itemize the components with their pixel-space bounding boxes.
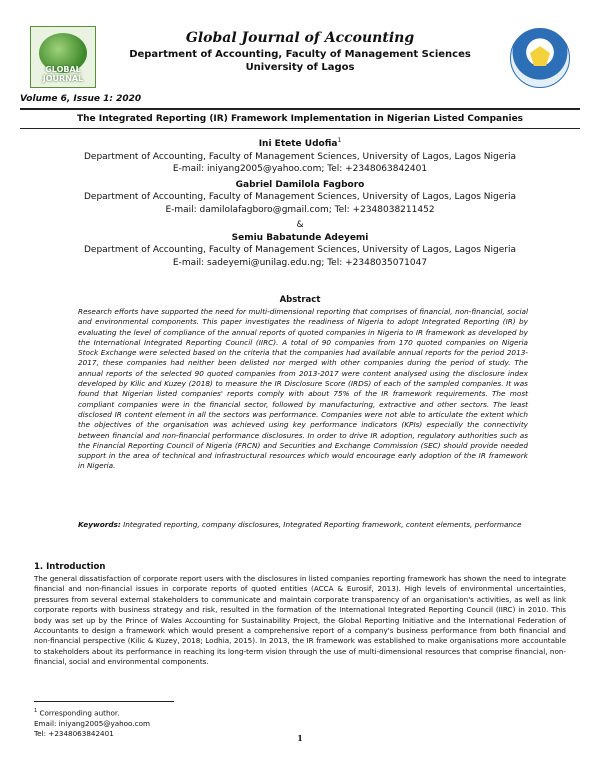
footnote-mark: 1	[337, 137, 342, 144]
header-divider	[20, 108, 580, 110]
footnote-line: $^1$ Corresponding author.	[34, 708, 120, 718]
university-name: University of Lagos	[245, 62, 355, 73]
section-heading: 1. Introduction	[34, 562, 106, 572]
author-affiliation: Department of Accounting, Faculty of Management Sciences, University of Lagos, Lagos Nigeria	[83, 151, 516, 162]
university-crest-logo	[510, 28, 570, 88]
keywords	[78, 520, 528, 530]
author-name: Gabriel Damilola Fagboro	[235, 179, 365, 190]
title-divider	[20, 128, 580, 129]
journal-logo-text: GLOBAL JOURNAL	[42, 65, 84, 83]
journal-masthead	[110, 30, 490, 74]
journal-logo	[30, 26, 96, 88]
abstract-heading: Abstract	[279, 295, 321, 305]
page-number: 1	[297, 733, 303, 743]
author-affiliation: Department of Accounting, Faculty of Management Sciences, University of Lagos, Lagos Nigeria	[83, 245, 516, 255]
author-contact: E-mail: iniyang2005@yahoo.com; Tel: +2348063842401	[172, 164, 428, 174]
crest-icon	[530, 46, 550, 66]
volume-issue: Volume 6, Issue 1: 2020	[20, 94, 142, 104]
author-name: Ini Etete Udofia$^1$	[258, 137, 342, 149]
department-name: Department of Accounting, Faculty of Management Sciences	[129, 49, 471, 60]
author-affiliation: Department of Accounting, Faculty of Management Sciences, University of Lagos, Lagos Nigeria	[83, 192, 516, 202]
footnote-divider	[34, 701, 174, 702]
author-contact: E-mail: sadeyemi@unilag.edu.ng; Tel: +2348035071047	[172, 257, 428, 268]
author-name: Semiu Babatunde Adeyemi	[231, 232, 369, 243]
journal-title: Global Journal of Accounting	[185, 30, 415, 46]
author-contact: E-mail: damilolafagboro@gmail.com; Tel: +2348038211452	[165, 204, 435, 215]
author-separator: &	[296, 220, 304, 230]
article-title: The Integrated Reporting (IR) Framework Implementation in Nigerian Listed Companies	[76, 114, 524, 124]
author-block	[20, 135, 580, 269]
section-paragraph: The general dissatisfaction of corporate report users with the disclosures in listed companies reporting framework has shown the need to integrate financial and non-financial issues in corporate reports of quoted entities (ACCA & Eurosif, 2013). High levels of environmental uncertainties, pressures from several external stakeholders to communicate and maintain corporate transparency of an organisation's activities, as well as link corporate reports with business strategy and risk, resulted in the formation of the International Integrated Reporting Council (IIRC) in 2010. This body was set up by the Prince of Wales Accounting for Sustainability Project, the Global Reporting Initiative and the International Federation of Accountants to design a framework which would present a comprehensive report of a company's business performance from both financial and non-financial perspective (Kilic & Kuzey, 2018; Lodhia, 2015). In 2013, the IR framework was established to make organisations more accountable to stakeholders about its performance in reaching its long-term vision through the use of multi-dimensional resources that comprise financial, non-financial, social and environmental components.	[34, 574, 566, 667]
keywords-label: Keywords:	[78, 520, 121, 529]
abstract-text: Research efforts have supported the need for multi-dimensional reporting that comprises of financial, non-financial, social and environmental components. This paper investigates the readiness of Nigeria to adopt Integrated Reporting (IR) by evaluating the level of compliance of the annual reports of quoted companies in Nigeria to IR framework as developed by the International Integrated Reporting Council (IIRC). A total of 90 companies from 170 quoted companies on Nigeria Stock Exchange were selected based on the criteria that the companies had available annual reports for the period 2013-2017, these companies had neither been delisted nor merged with other companies during the period of study. The annual reports of the selected 90 quoted companies from 2013-2017 were content analysed using the disclosure index developed by Kilic and Kuzey (2018) to measure the IR Disclosure Score (IRDS) of each of the sampled companies. It was found that Nigerian listed companies' reports comply with about 75% of the IR framework requirements. The most compliant companies were in the financial sector, followed by manufacturing, extractive and other sectors. The least disclosed IR content element in all the sectors was performance. Companies were not able to articulate the extent which the objectives of the organisation was achieved using key performance indicators (KPIs) especially the connectivity between financial and non-financial performance disclosures. In order to drive IR adoption, regulatory authorities such as the Financial Reporting Council of Nigeria (FRCN) and Securities and Exchange Commission (SEC) should provide needed support in the area of technical and infrastructural resources which would encourage early adoption of the IR framework in Nigeria.	[78, 307, 528, 471]
footnote	[34, 706, 150, 740]
keywords-list: Integrated reporting, company disclosures, Integrated Reporting framework, content elements, performance	[123, 520, 522, 529]
footnote-line: Tel: +2348063842401	[34, 729, 114, 739]
footnote-line: Email: iniyang2005@yahoo.com	[34, 718, 150, 728]
